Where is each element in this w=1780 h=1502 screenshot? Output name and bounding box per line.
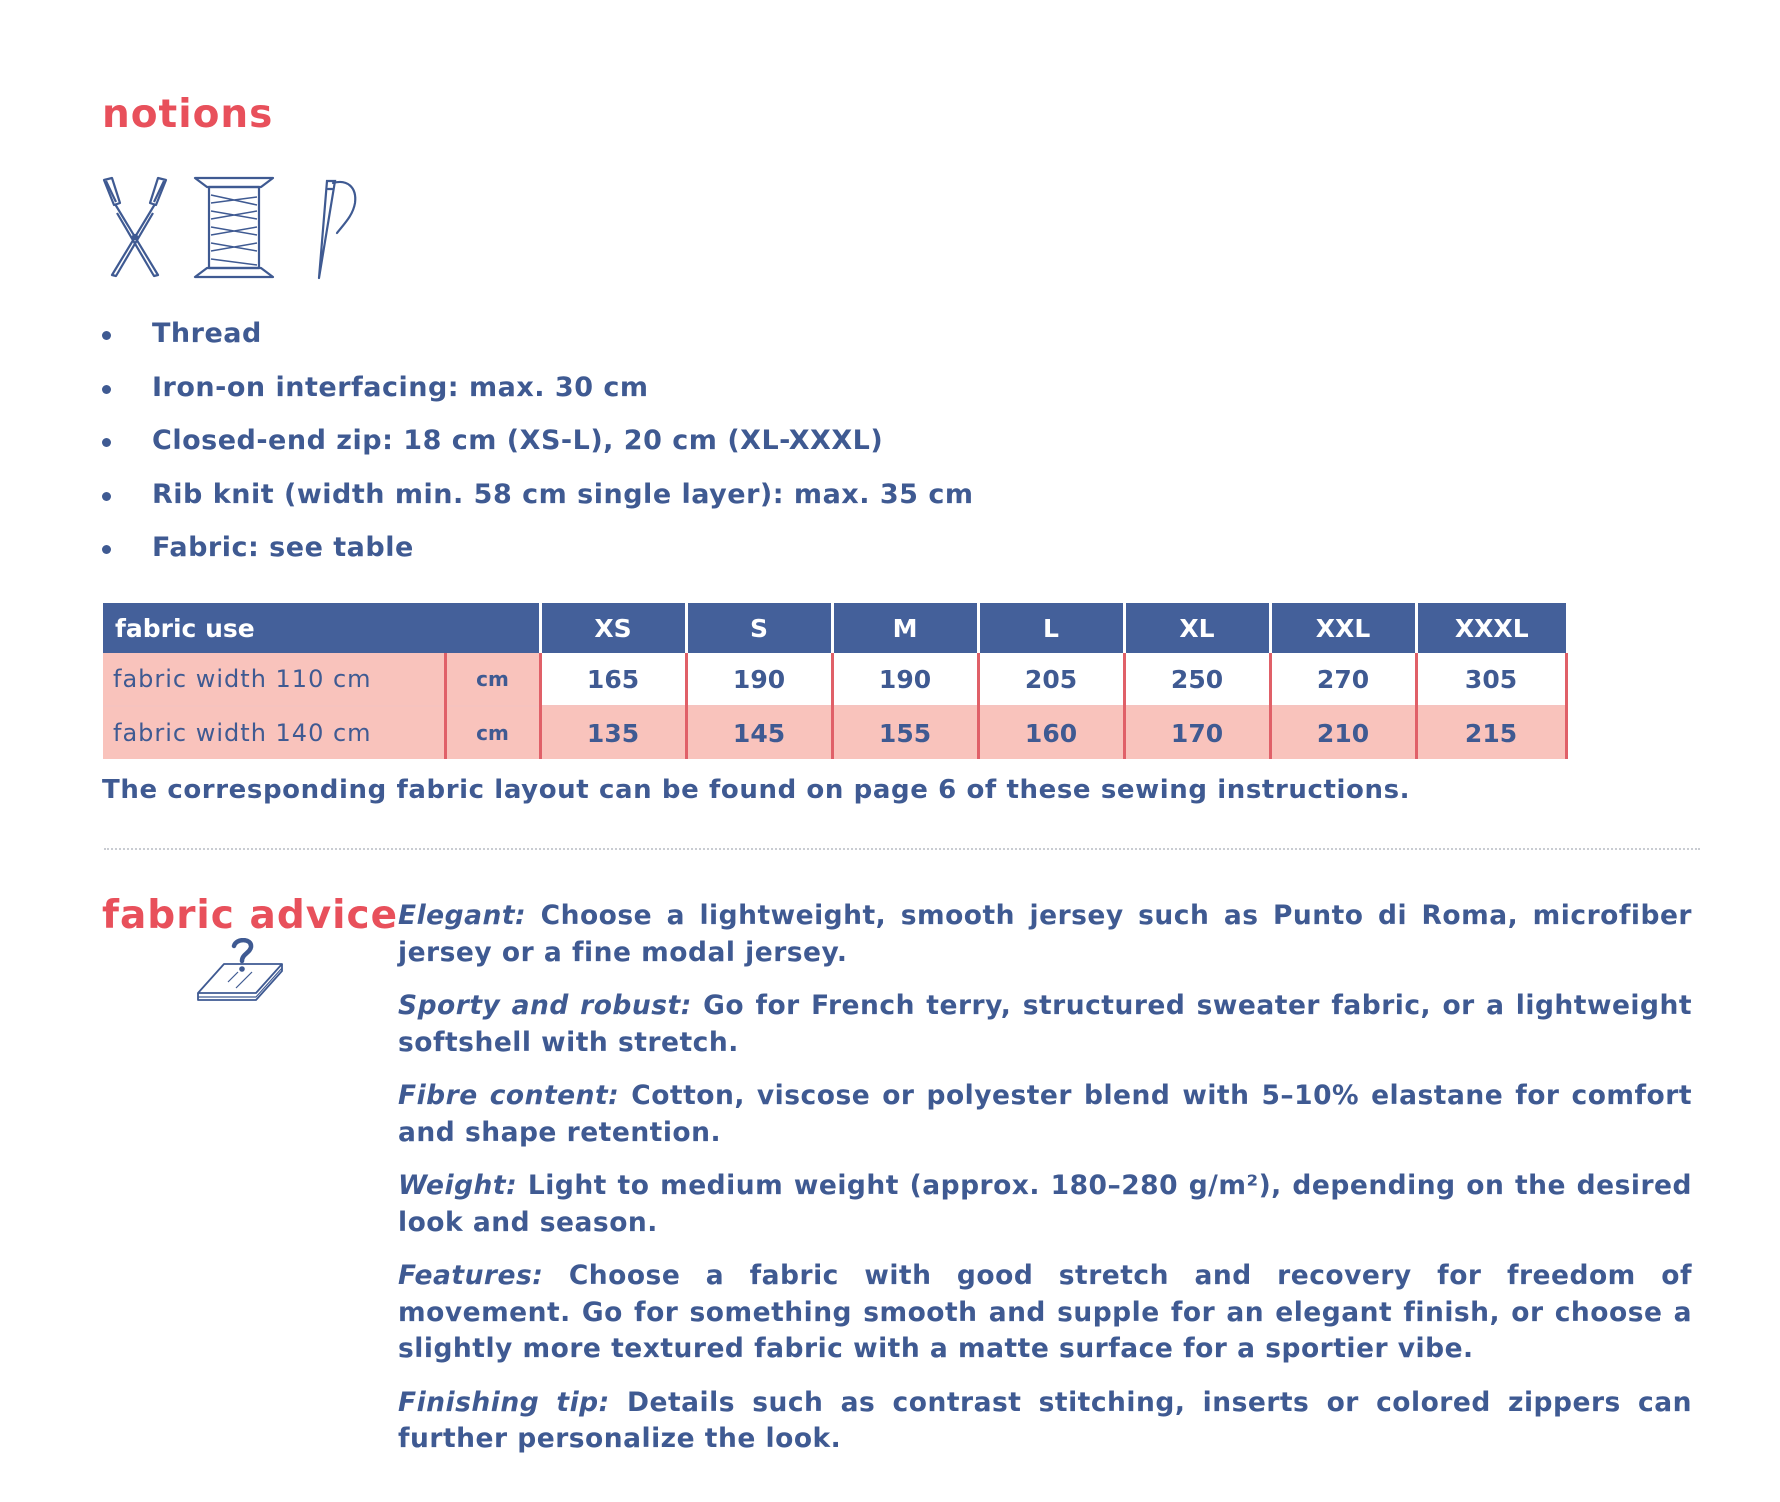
size-header: XL bbox=[1124, 603, 1270, 653]
table-cell: 135 bbox=[540, 706, 686, 759]
advice-key: Sporty and robust: bbox=[398, 990, 692, 1021]
list-item: Iron-on interfacing: max. 30 cm bbox=[100, 370, 973, 424]
advice-key: Features: bbox=[398, 1260, 544, 1291]
advice-text: Cotton, viscose or polyester blend with 5–10% elastane for comfort and shape retention. bbox=[398, 1080, 1692, 1148]
table-row bbox=[103, 706, 1566, 759]
advice-text: Choose a lightweight, smooth jersey such as Punto di Roma, microfiber jersey or a fine modal jersey. bbox=[398, 900, 1692, 968]
bullet bbox=[102, 492, 111, 501]
section-divider bbox=[104, 848, 1700, 850]
size-header: XS bbox=[540, 603, 686, 653]
needle-icon bbox=[305, 175, 361, 280]
table-cell: 215 bbox=[1416, 706, 1566, 759]
advice-key: Fibre content: bbox=[398, 1080, 620, 1111]
table-cell: 165 bbox=[540, 653, 686, 706]
advice-item bbox=[398, 1078, 1692, 1151]
size-header: M bbox=[832, 603, 978, 653]
row-unit: cm bbox=[445, 706, 540, 759]
table-cell: 145 bbox=[686, 706, 832, 759]
bullet bbox=[102, 385, 111, 394]
advice-text: Details such as contrast stitching, inserts or colored zippers can further personalize the look. bbox=[398, 1386, 1692, 1454]
table-cell: 190 bbox=[686, 653, 832, 706]
row-unit: cm bbox=[445, 653, 540, 706]
notions-icons bbox=[100, 175, 360, 280]
advice-text: Choose a fabric with good stretch and recovery for freedom of movement. Go for something smooth and supple for an elegant finish, or choose a slightly more textured fabric with a matte surface for a sportier vibe. bbox=[398, 1260, 1692, 1364]
advice-text: Go for French terry, structured sweater fabric, or a lightweight softshell with stretch. bbox=[398, 990, 1692, 1058]
notions-heading: notions bbox=[102, 92, 274, 137]
notions-list bbox=[100, 316, 973, 584]
fabric-advice-heading: fabric advice bbox=[102, 893, 399, 938]
table-cell: 270 bbox=[1270, 653, 1416, 706]
advice-item bbox=[398, 1385, 1692, 1458]
row-label: fabric width 140 cm bbox=[103, 706, 445, 759]
table-row bbox=[103, 653, 1566, 706]
table-cell: 155 bbox=[832, 706, 978, 759]
list-item: Closed-end zip: 18 cm (XS-L), 20 cm (XL-XXXL) bbox=[100, 423, 973, 477]
table-cell: 190 bbox=[832, 653, 978, 706]
table-header-label: fabric use bbox=[103, 603, 540, 653]
advice-item bbox=[398, 1258, 1692, 1368]
list-item: Thread bbox=[100, 316, 973, 370]
advice-key: Weight: bbox=[398, 1170, 518, 1201]
advice-key: Finishing tip: bbox=[398, 1386, 610, 1418]
table-cell: 305 bbox=[1416, 653, 1566, 706]
bullet bbox=[102, 545, 111, 554]
advice-key: Elegant: bbox=[398, 900, 527, 931]
table-cell: 160 bbox=[978, 706, 1124, 759]
advice-item bbox=[398, 898, 1692, 971]
table-cell: 250 bbox=[1124, 653, 1270, 706]
size-header: XXXL bbox=[1416, 603, 1566, 653]
list-item: Rib knit (width min. 58 cm single layer): max. 35 cm bbox=[100, 477, 973, 531]
advice-item bbox=[398, 1168, 1692, 1241]
thread-spool-icon bbox=[193, 175, 275, 280]
table-cell: 170 bbox=[1124, 706, 1270, 759]
bullet bbox=[102, 331, 111, 340]
fabric-question-icon bbox=[196, 938, 286, 1018]
advice-item bbox=[398, 988, 1692, 1061]
table-header-row bbox=[103, 603, 1566, 653]
table-cell: 210 bbox=[1270, 706, 1416, 759]
advice-text: Light to medium weight (approx. 180–280 g/m²), depending on the desired look and season. bbox=[398, 1170, 1692, 1238]
size-header: XXL bbox=[1270, 603, 1416, 653]
bullet bbox=[102, 438, 111, 447]
list-item: Fabric: see table bbox=[100, 530, 973, 584]
size-header: S bbox=[686, 603, 832, 653]
fabric-advice-list bbox=[398, 898, 1692, 1475]
table-cell: 205 bbox=[978, 653, 1124, 706]
fabric-layout-note: The corresponding fabric layout can be found on page 6 of these sewing instructions. bbox=[102, 775, 1411, 805]
size-header: L bbox=[978, 603, 1124, 653]
fabric-use-table bbox=[103, 603, 1568, 759]
row-label: fabric width 110 cm bbox=[103, 653, 445, 706]
scissors-icon bbox=[100, 175, 170, 280]
